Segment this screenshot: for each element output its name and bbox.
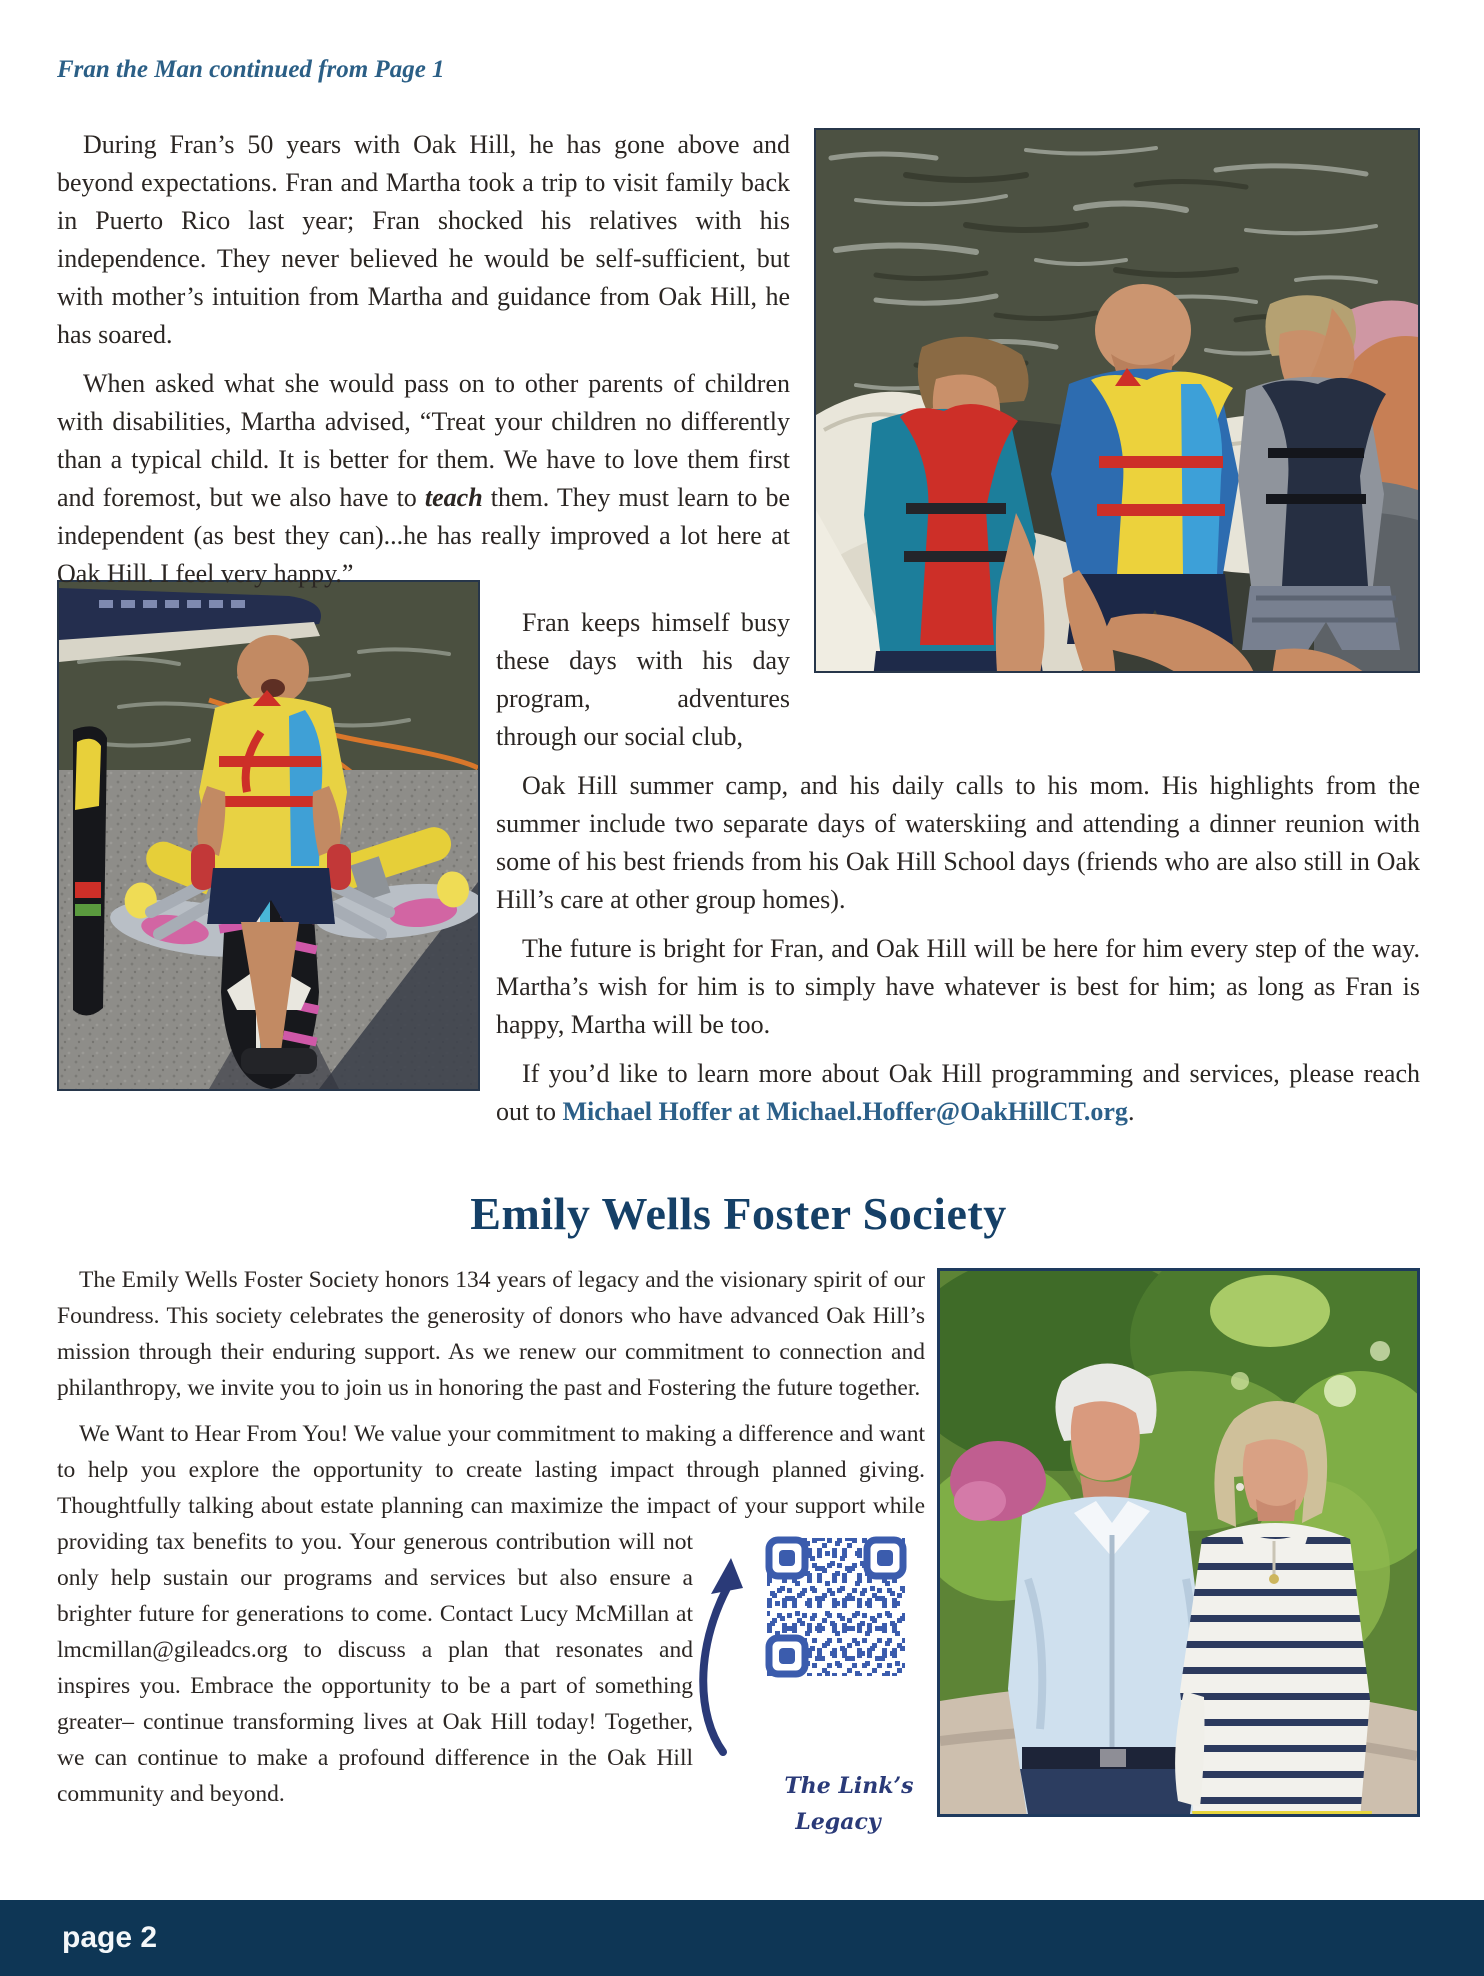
photo-adaptive-waterski bbox=[57, 580, 480, 1091]
couple-photo-illustration bbox=[940, 1271, 1417, 1814]
waterski-photo-illustration bbox=[59, 582, 478, 1089]
paragraph-fran-4: The future is bright for Fran, and Oak Hill will be here for him every step of the way. Martha’s wish for him is to simply have whatever is best for him; as long as Fran is happy, Martha will be too. bbox=[496, 934, 1420, 1039]
page-number-label: page 2 bbox=[62, 1921, 158, 1954]
emily-wells-section bbox=[57, 1188, 1420, 1898]
society-body bbox=[57, 1262, 1420, 1898]
paragraph-fran-1: During Fran’s 50 years with Oak Hill, he has gone above and beyond expectations. Fran and Martha took a trip to visit family back in Puerto Rico last year; Fran shocked his relatives with his independence. They never believed he would be self-sufficient, but with mother’s intuition from Martha and guidance from Oak Hill, he has soared. bbox=[57, 130, 790, 349]
newsletter-page bbox=[0, 56, 1484, 1976]
qr-caption: The Link’s Legacy bbox=[784, 1773, 914, 1835]
quote-start: When asked what she would pass on to other parents of children with disabilities, Martha advised, “Treat your children no differently than a typical child. It is better for them. We have to love them first and foremost, but we also have to bbox=[57, 369, 790, 512]
paragraph-fran-3-narrow: Fran keeps himself busy these days with his day program, adventures through our social club, bbox=[496, 608, 790, 751]
fran-article bbox=[57, 126, 1420, 1142]
paragraph-society-1: The Emily Wells Foster Society honors 134 years of legacy and the visionary spirit of our Foundress. This society celebrates the generosity of donors who have advanced Oak Hill’s mission through their enduring support. As we renew our commitment to connection and philanthropy, we invite you to join us in honoring the past and Fostering the future together. bbox=[57, 1267, 925, 1401]
quote-end: them. They must learn to be independent (as best they can)...he has really improved a lot here at Oak Hill. I feel very happy.” bbox=[57, 483, 791, 588]
qr-code bbox=[757, 1528, 915, 1686]
emphasis-teach: teach bbox=[424, 483, 483, 512]
society-text-lead: We Want to Hear From You! We value your commitment to making a difference and want to help you explore the opportunity to create lasting impact through planned giving. Thoughtfully talking about estate planning can maximize the impact of your support while providing tax benefits to you. Your generous contribution bbox=[57, 1421, 925, 1555]
photo-boating-group bbox=[814, 128, 1420, 673]
contact-lead: If you’d like to learn more about Oak Hill programming and services, please reach out to bbox=[496, 1059, 1420, 1126]
photo-donor-couple bbox=[937, 1268, 1420, 1817]
continuation-note: Fran the Man continued from Page 1 bbox=[57, 56, 445, 83]
page-footer bbox=[0, 1900, 1484, 1976]
paragraph-fran-3-wide: Oak Hill summer camp, and his daily calls to his mom. His highlights from the summer include two separate days of waterskiing and attending a dinner reunion with some of his best friends from his Oak Hill School days (friends who are also still in Oak Hill’s care at other group homes). bbox=[496, 771, 1420, 914]
society-text-wrap: will not only help sustain our programs and services but also ensure a brighter future for generations to come. Contact Lucy McMillan at lmcmillan@gileadcs.org to discuss a plan that resonates and inspires you. Embrace the opportunity to be a part of something greater– continue transforming lives at Oak Hill today! Together, we can continue to make a profound difference in the Oak Hill community and beyond. bbox=[57, 1529, 693, 1807]
boat-photo-illustration bbox=[816, 130, 1418, 671]
qr-row bbox=[693, 1528, 925, 1762]
michael-hoffer-email-link[interactable]: Michael Hoffer at Michael.Hoffer@OakHillCT.org bbox=[562, 1097, 1128, 1126]
section-heading: Emily Wells Foster Society bbox=[470, 1188, 1007, 1239]
contact-period: . bbox=[1127, 1097, 1135, 1126]
curved-arrow-icon bbox=[693, 1554, 751, 1762]
qr-block bbox=[693, 1524, 925, 1898]
